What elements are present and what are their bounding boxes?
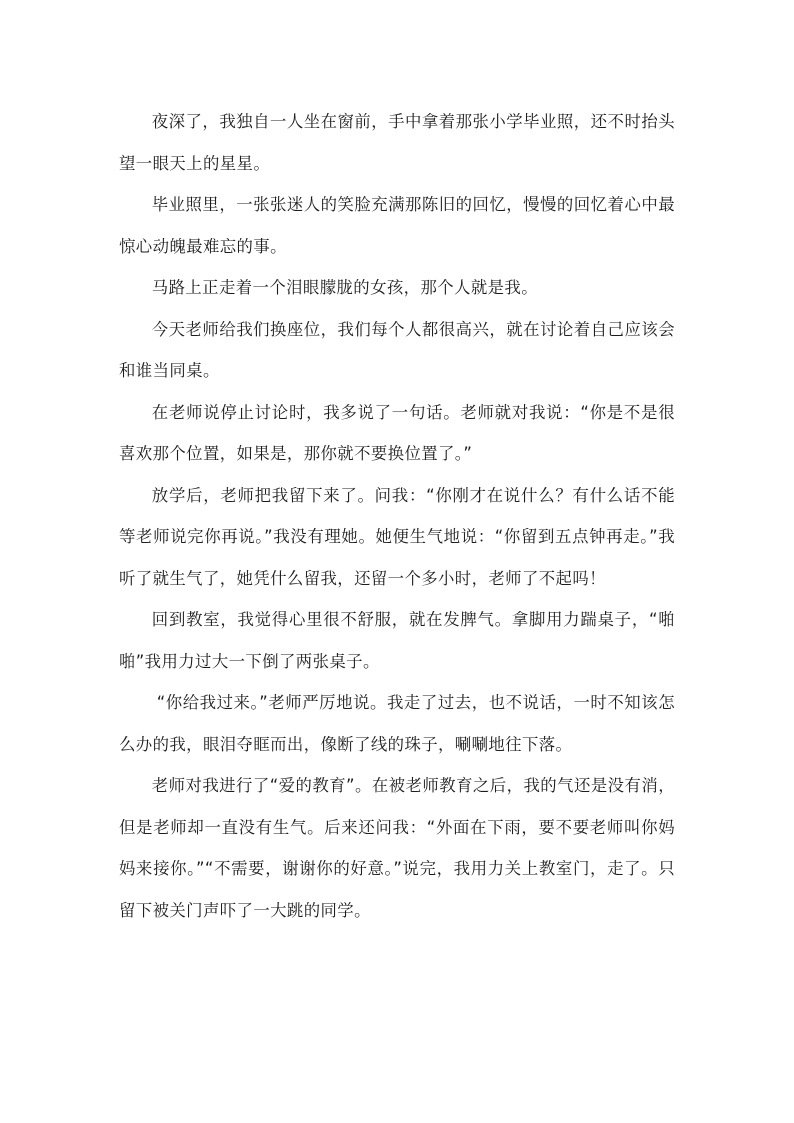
- paragraph-7: 回到教室，我觉得心里很不舒服，就在发脾气。拿脚用力踹桌子，“啪啪”我用力过大一下倒了两张桌子。: [119, 610, 675, 671]
- paragraph-9: 老师对我进行了“爱的教育”。在被老师教育之后，我的气还是没有消，但是老师却一直没有生气。后来还问我：“外面在下雨，要不要老师叫你妈妈来接你。”“不需要，谢谢你的好意。”说完，我用力关上教室门，走了。只留下被关门声吓了一大跳的同学。: [119, 776, 675, 920]
- essay-body: [119, 101, 675, 931]
- paragraph-6: 放学后，老师把我留下来了。问我：“你刚才在说什么？有什么话不能等老师说完你再说。”我没有理她。她便生气地说：“你留到五点钟再走。”我听了就生气了，她凭什么留我，还留一个多小时，老师了不起吗！: [119, 485, 675, 588]
- paragraph-5: 在老师说停止讨论时，我多说了一句话。老师就对我说：“你是不是很喜欢那个位置，如果是，那你就不要换位置了。”: [119, 402, 675, 463]
- paragraph-1: 夜深了，我独自一人坐在窗前，手中拿着那张小学毕业照，还不时抬头望一眼天上的星星。: [119, 112, 675, 173]
- paragraph-8: “你给我过来。”老师严厉地说。我走了过去，也不说话，一时不知该怎么办的我，眼泪夺眶而出，像断了线的珠子，唰唰地往下落。: [119, 693, 675, 754]
- paragraph-4: 今天老师给我们换座位，我们每个人都很高兴，就在讨论着自己应该会和谁当同桌。: [119, 319, 675, 380]
- paragraph-3: 马路上正走着一个泪眼朦胧的女孩，那个人就是我。: [151, 278, 538, 297]
- paragraph-2: 毕业照里，一张张迷人的笑脸充满那陈旧的回忆，慢慢的回忆着心中最惊心动魄最难忘的事。: [119, 195, 675, 256]
